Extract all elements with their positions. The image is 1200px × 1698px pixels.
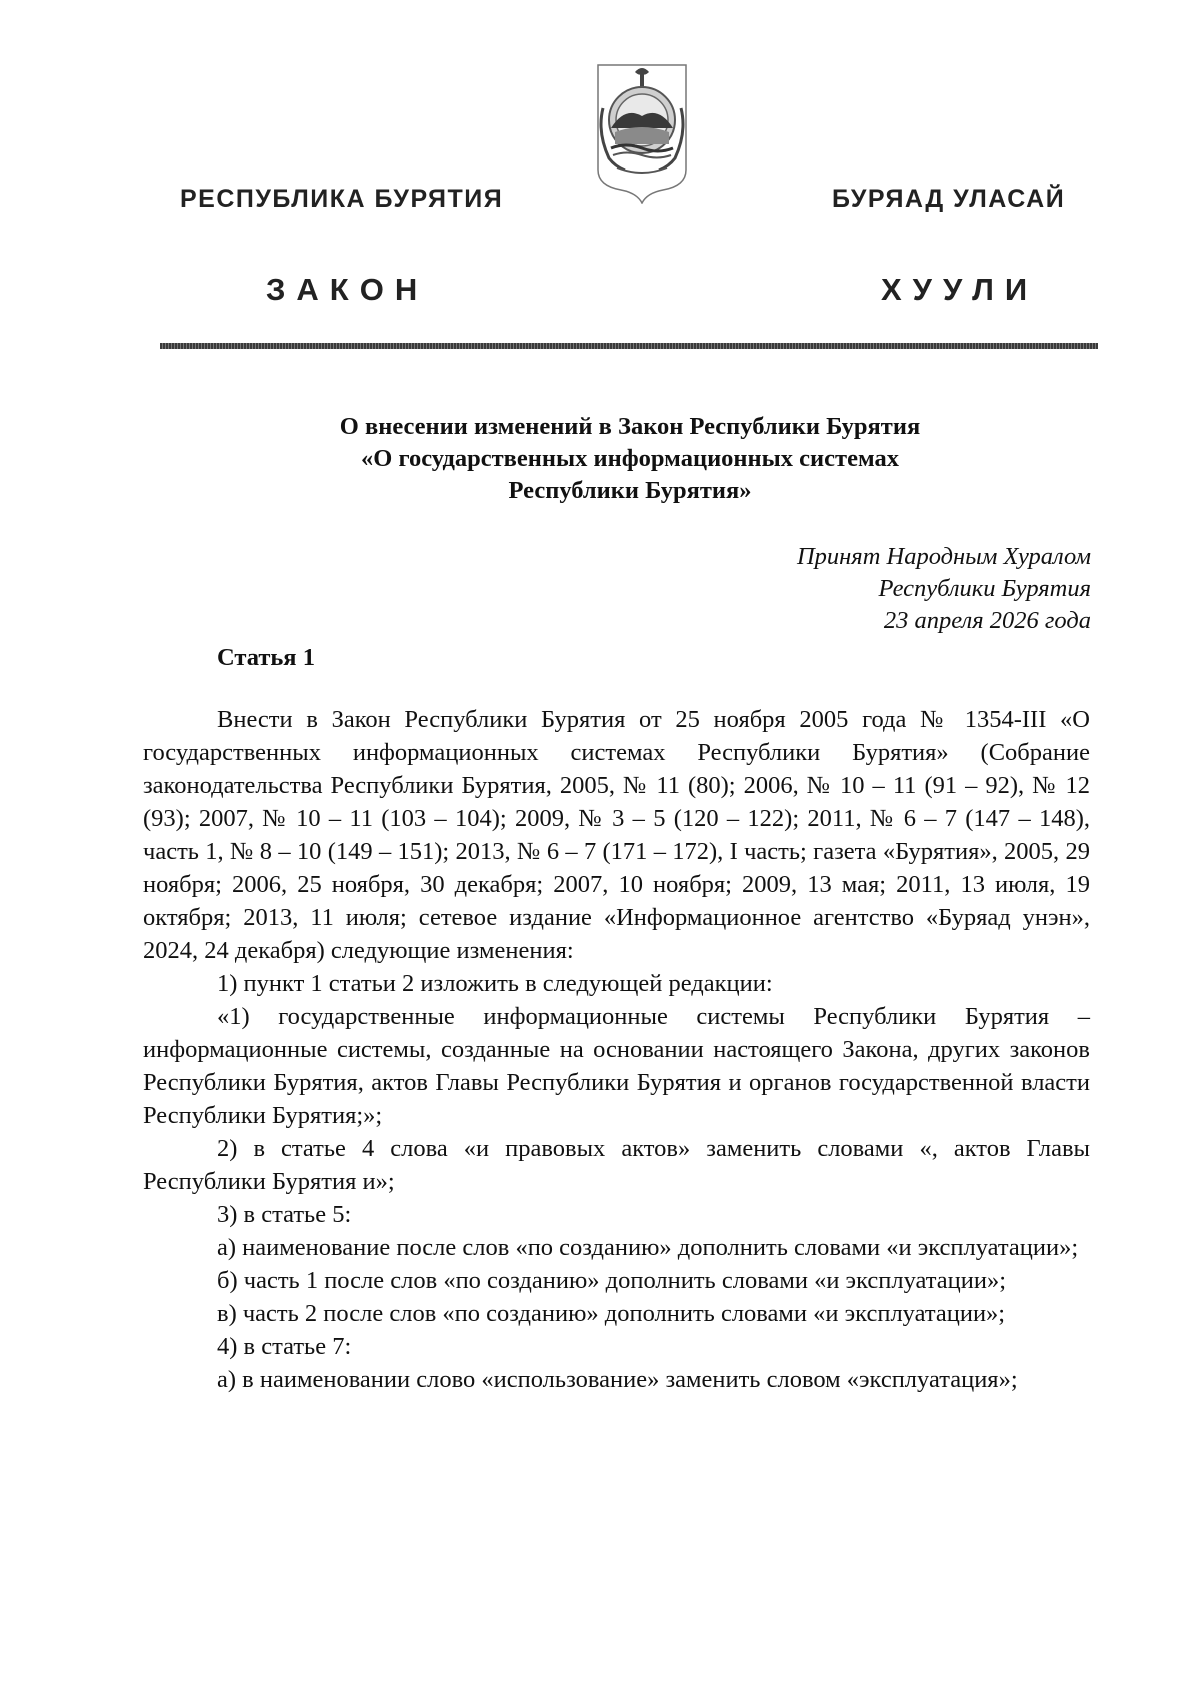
adoption-note-line-2: Республики Бурятия — [878, 575, 1091, 602]
paragraph: б) часть 1 после слов «по созданию» дополнить словами «и эксплуатации»; — [217, 1267, 1007, 1294]
doc-type-russian: ЗАКОН — [266, 272, 429, 307]
paragraph: 3) в статье 5: — [217, 1201, 352, 1228]
republic-name-russian: РЕСПУБЛИКА БУРЯТИЯ — [180, 185, 504, 213]
paragraph: 1) пункт 1 статьи 2 изложить в следующей редакции: — [217, 970, 773, 997]
paragraph: в) часть 2 после слов «по созданию» дополнить словами «и эксплуатации»; — [217, 1300, 1006, 1327]
article-body — [143, 703, 1090, 1396]
doc-type-buryat: ХУУЛИ — [881, 272, 1039, 307]
adoption-date: 23 апреля 2026 года — [883, 607, 1091, 634]
paragraph: 4) в статье 7: — [217, 1333, 352, 1360]
paragraph: а) наименование после слов «по созданию» дополнить словами «и эксплуатации»; — [217, 1234, 1079, 1261]
law-title-line-1: О внесении изменений в Закон Республики Бурятия — [339, 413, 921, 440]
paragraph: Внести в Закон Республики Бурятия от 25 ноября 2005 года № 1354-III «О государственных информационных системах Республики Бурятия» (Собрание законодательства Республики Бурятия, 2005, № 11 (80); 2006, № 10 – 11 (91 – 92), № 12 (93); 2007, № 10 – 11 (103 – 104); 2009, № 3 – 5 (120 – 122); 2011, № 6 – 7 (147 – 148), часть 1, № 8 – 10 (149 – 151); 2013, № 6 – 7 (171 – 172), I часть; газета «Бурятия», 2005, 29 ноября; 2006, 25 ноября, 30 декабря; 2007, 10 ноября; 2009, 13 мая; 2011, 13 июля, 19 октября; 2013, 11 июля; сетевое издание «Информационное агентство «Буряад унэн», 2024, 24 декабря) следующие изменения: — [143, 706, 1090, 964]
law-title — [240, 411, 1020, 507]
header-divider — [160, 343, 1098, 349]
adoption-note-line-1: Принят Народным Хуралом — [796, 543, 1091, 570]
article-heading: Статья 1 — [217, 644, 315, 671]
republic-name-buryat: БУРЯАД УЛАСАЙ — [832, 185, 1066, 213]
coat-of-arms-icon — [595, 62, 689, 204]
paragraph: 2) в статье 4 слова «и правовых актов» заменить словами «, актов Главы Республики Бурятия и»; — [143, 1135, 1090, 1195]
law-title-line-2: «О государственных информационных системах — [361, 445, 899, 472]
adoption-note — [797, 541, 1091, 637]
law-title-line-3: Республики Бурятия» — [508, 477, 752, 504]
paragraph: «1) государственные информационные системы Республики Бурятия – информационные системы, созданные на основании настоящего Закона, других законов Республики Бурятия, актов Главы Республики Бурятия и органов государственной власти Республики Бурятия;»; — [143, 1003, 1090, 1129]
paragraph: а) в наименовании слово «использование» заменить словом «эксплуатация»; — [217, 1366, 1018, 1393]
